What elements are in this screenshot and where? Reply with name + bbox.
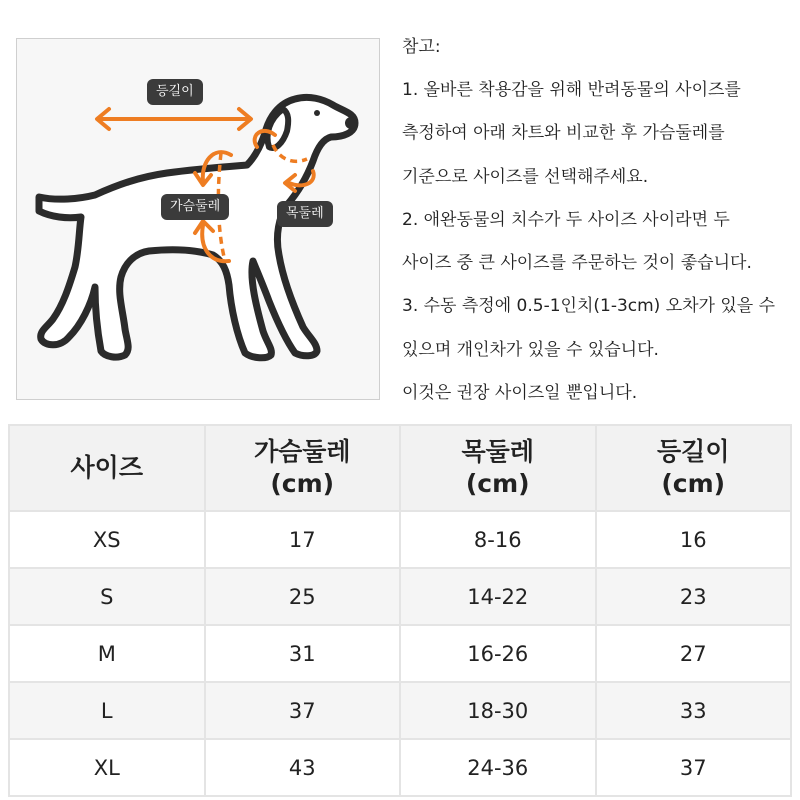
table-row xyxy=(9,682,791,739)
cell-size: M xyxy=(9,625,205,682)
cell-neck: 18-30 xyxy=(400,682,596,739)
cell-back-length: 37 xyxy=(596,739,792,796)
header-back-length-unit: (cm) xyxy=(661,469,726,498)
header-size-label: 사이즈 xyxy=(70,453,143,482)
notes-heading: 참고: xyxy=(402,37,441,57)
table-row xyxy=(9,511,791,568)
dog-nose xyxy=(345,117,357,129)
cell-back-length: 16 xyxy=(596,511,792,568)
table-row xyxy=(9,625,791,682)
header-back-length-label: 등길이 xyxy=(657,437,730,466)
cell-chest: 37 xyxy=(205,682,401,739)
neck-label: 목둘레 xyxy=(277,201,333,227)
header-neck-label: 목둘레 xyxy=(461,437,534,466)
table-header-row xyxy=(9,425,791,511)
table-row xyxy=(9,739,791,796)
cell-chest: 31 xyxy=(205,625,401,682)
notes-line: 있으며 개인차가 있을 수 있습니다. xyxy=(402,340,659,360)
header-chest-label: 가슴둘레 xyxy=(253,437,351,466)
back-length-label: 등길이 xyxy=(147,79,203,105)
header-chest xyxy=(205,425,401,511)
size-chart-table xyxy=(8,424,792,797)
cell-back-length: 33 xyxy=(596,682,792,739)
cell-back-length: 27 xyxy=(596,625,792,682)
notes-line: 3. 수동 측정에 0.5-1인치(1-3cm) 오차가 있을 수 xyxy=(402,296,776,316)
chest-label: 가슴둘레 xyxy=(161,194,229,220)
cell-size: XS xyxy=(9,511,205,568)
notes-line: 사이즈 중 큰 사이즈를 주문하는 것이 좋습니다. xyxy=(402,253,752,273)
notes-line: 측정하여 아래 차트와 비교한 후 가슴둘레를 xyxy=(402,123,725,143)
notes-line: 2. 애완동물의 치수가 두 사이즈 사이라면 두 xyxy=(402,210,730,230)
notes-line: 1. 올바른 착용감을 위해 반려동물의 사이즈를 xyxy=(402,80,741,100)
header-neck xyxy=(400,425,596,511)
cell-back-length: 23 xyxy=(596,568,792,625)
header-back-length xyxy=(596,425,792,511)
header-neck-unit: (cm) xyxy=(465,469,530,498)
cell-size: XL xyxy=(9,739,205,796)
cell-neck: 14-22 xyxy=(400,568,596,625)
cell-neck: 8-16 xyxy=(400,511,596,568)
cell-neck: 16-26 xyxy=(400,625,596,682)
cell-chest: 17 xyxy=(205,511,401,568)
cell-chest: 43 xyxy=(205,739,401,796)
cell-neck: 24-36 xyxy=(400,739,596,796)
header-chest-unit: (cm) xyxy=(270,469,335,498)
cell-size: L xyxy=(9,682,205,739)
cell-chest: 25 xyxy=(205,568,401,625)
notes-line: 기준으로 사이즈를 선택해주세요. xyxy=(402,167,649,187)
cell-size: S xyxy=(9,568,205,625)
notes-line: 이것은 권장 사이즈일 뿐입니다. xyxy=(402,383,638,403)
table-row xyxy=(9,568,791,625)
dog-measurement-diagram xyxy=(16,38,380,400)
header-size xyxy=(9,425,205,511)
dog-eye xyxy=(314,110,320,116)
